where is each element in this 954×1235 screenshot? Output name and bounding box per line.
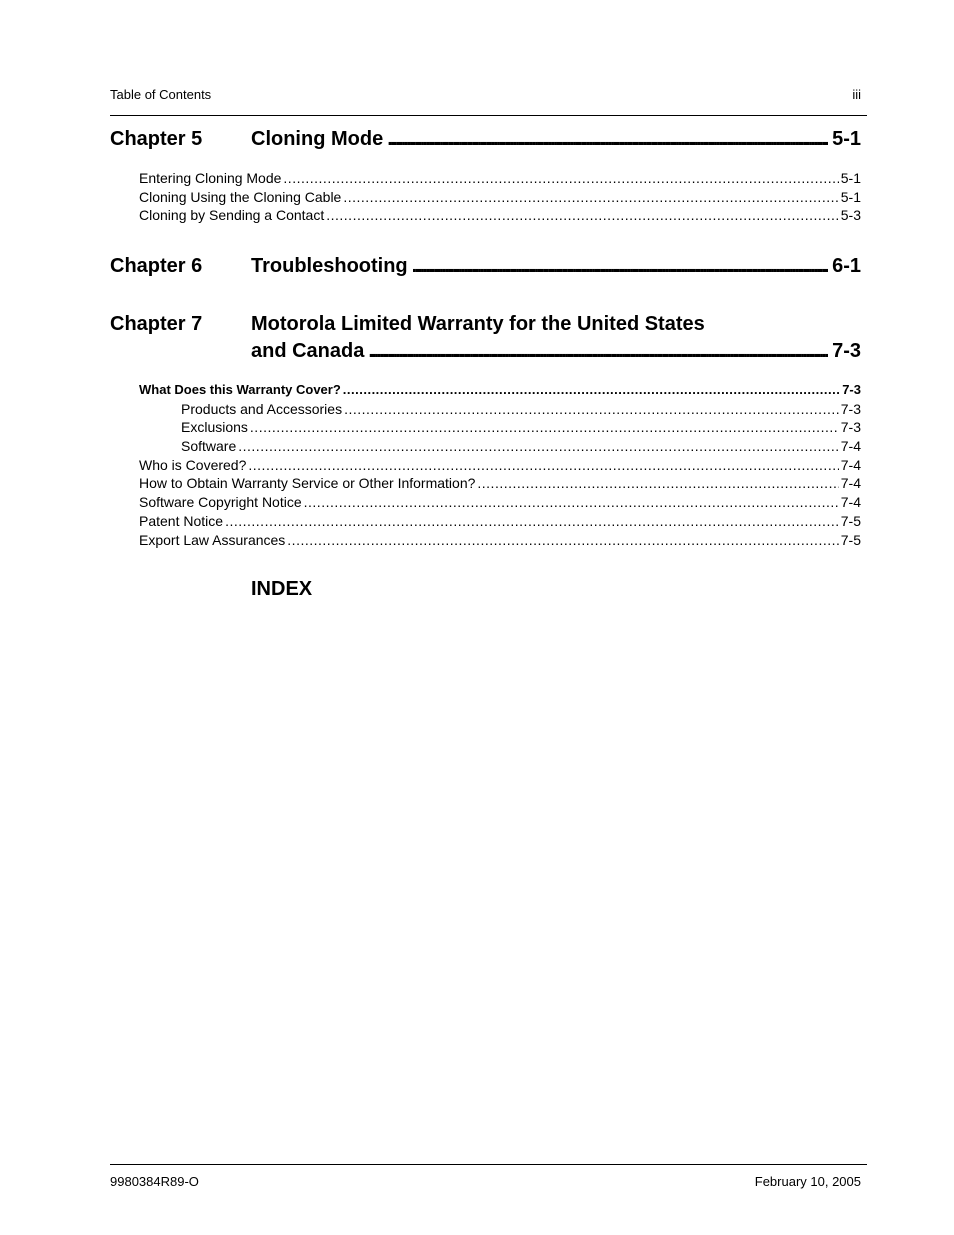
dot-leader — [368, 338, 828, 365]
entry-page: 7-4 — [840, 494, 861, 510]
dot-leader — [250, 418, 839, 436]
chapter-page: 5-1 — [832, 128, 861, 150]
toc-entry[interactable] — [139, 531, 861, 549]
entry-page: 7-4 — [840, 457, 861, 473]
toc-entry[interactable] — [139, 169, 861, 187]
entry-title: Products and Accessories — [181, 401, 343, 417]
toc-entry[interactable] — [139, 188, 861, 206]
entry-page: 7-5 — [840, 532, 861, 548]
entry-title: Patent Notice — [139, 513, 224, 529]
toc-entry[interactable] — [139, 381, 861, 399]
entry-title: Software Copyright Notice — [139, 494, 302, 510]
document-date: February 10, 2005 — [754, 1174, 861, 1189]
dot-leader — [344, 400, 839, 418]
entry-page: 7-4 — [840, 438, 861, 454]
document-number: 9980384R89-O — [110, 1174, 199, 1189]
entry-title: Cloning by Sending a Contact — [139, 207, 325, 223]
toc-entry[interactable] — [139, 493, 861, 511]
toc-entry[interactable] — [139, 206, 861, 224]
chapter-page: 6-1 — [832, 255, 861, 277]
toc-entry[interactable] — [139, 456, 861, 474]
chapter-page: 7-3 — [832, 340, 861, 362]
entry-title: How to Obtain Warranty Service or Other Information? — [139, 475, 476, 491]
entry-page: 5-1 — [840, 170, 861, 186]
chapter-title: Cloning Mode — [251, 128, 384, 150]
dot-leader — [343, 188, 838, 206]
dot-leader — [477, 474, 838, 492]
chapter-title: Troubleshooting — [251, 255, 408, 277]
dot-leader — [225, 512, 839, 530]
entry-title: Entering Cloning Mode — [139, 170, 282, 186]
entry-page: 7-5 — [840, 513, 861, 529]
toc-entry[interactable] — [139, 512, 861, 530]
dot-leader — [248, 456, 838, 474]
dot-leader — [283, 169, 838, 187]
toc-chapter-7[interactable] — [110, 311, 861, 365]
running-header-title: Table of Contents — [110, 87, 212, 102]
header-rule — [110, 115, 867, 116]
toc-index[interactable]: INDEX — [251, 578, 313, 600]
toc-entry[interactable] — [139, 474, 861, 492]
dot-leader — [387, 126, 828, 153]
entry-page: 7-4 — [840, 475, 861, 491]
dot-leader — [412, 253, 828, 280]
chapter-label: Chapter 6 — [110, 255, 203, 277]
toc-entry[interactable] — [181, 418, 861, 436]
entry-title: Export Law Assurances — [139, 532, 286, 548]
entry-title: Who is Covered? — [139, 457, 247, 473]
toc-entry[interactable] — [181, 400, 861, 418]
entry-title: What Does this Warranty Cover? — [139, 382, 341, 397]
dot-leader — [326, 206, 839, 224]
dot-leader — [238, 437, 839, 455]
entry-page: 5-3 — [840, 207, 861, 223]
entry-page: 7-3 — [842, 382, 861, 397]
toc-entry[interactable] — [181, 437, 861, 455]
entry-title: Cloning Using the Cloning Cable — [139, 189, 342, 205]
footer-rule — [110, 1164, 867, 1165]
dot-leader — [343, 381, 840, 399]
chapter-label: Chapter 7 — [110, 313, 203, 335]
chapter-label: Chapter 5 — [110, 128, 203, 150]
entry-title: Exclusions — [181, 419, 248, 435]
entry-page: 5-1 — [840, 189, 861, 205]
entry-page: 7-3 — [840, 419, 861, 435]
chapter-title-line2: and Canada — [251, 340, 365, 362]
chapter-title-line1: Motorola Limited Warranty for the United States — [251, 313, 705, 335]
dot-leader — [304, 493, 839, 511]
entry-page: 7-3 — [840, 401, 861, 417]
running-header-page-number: iii — [852, 87, 861, 102]
dot-leader — [287, 531, 838, 549]
entry-title: Software — [181, 438, 237, 454]
